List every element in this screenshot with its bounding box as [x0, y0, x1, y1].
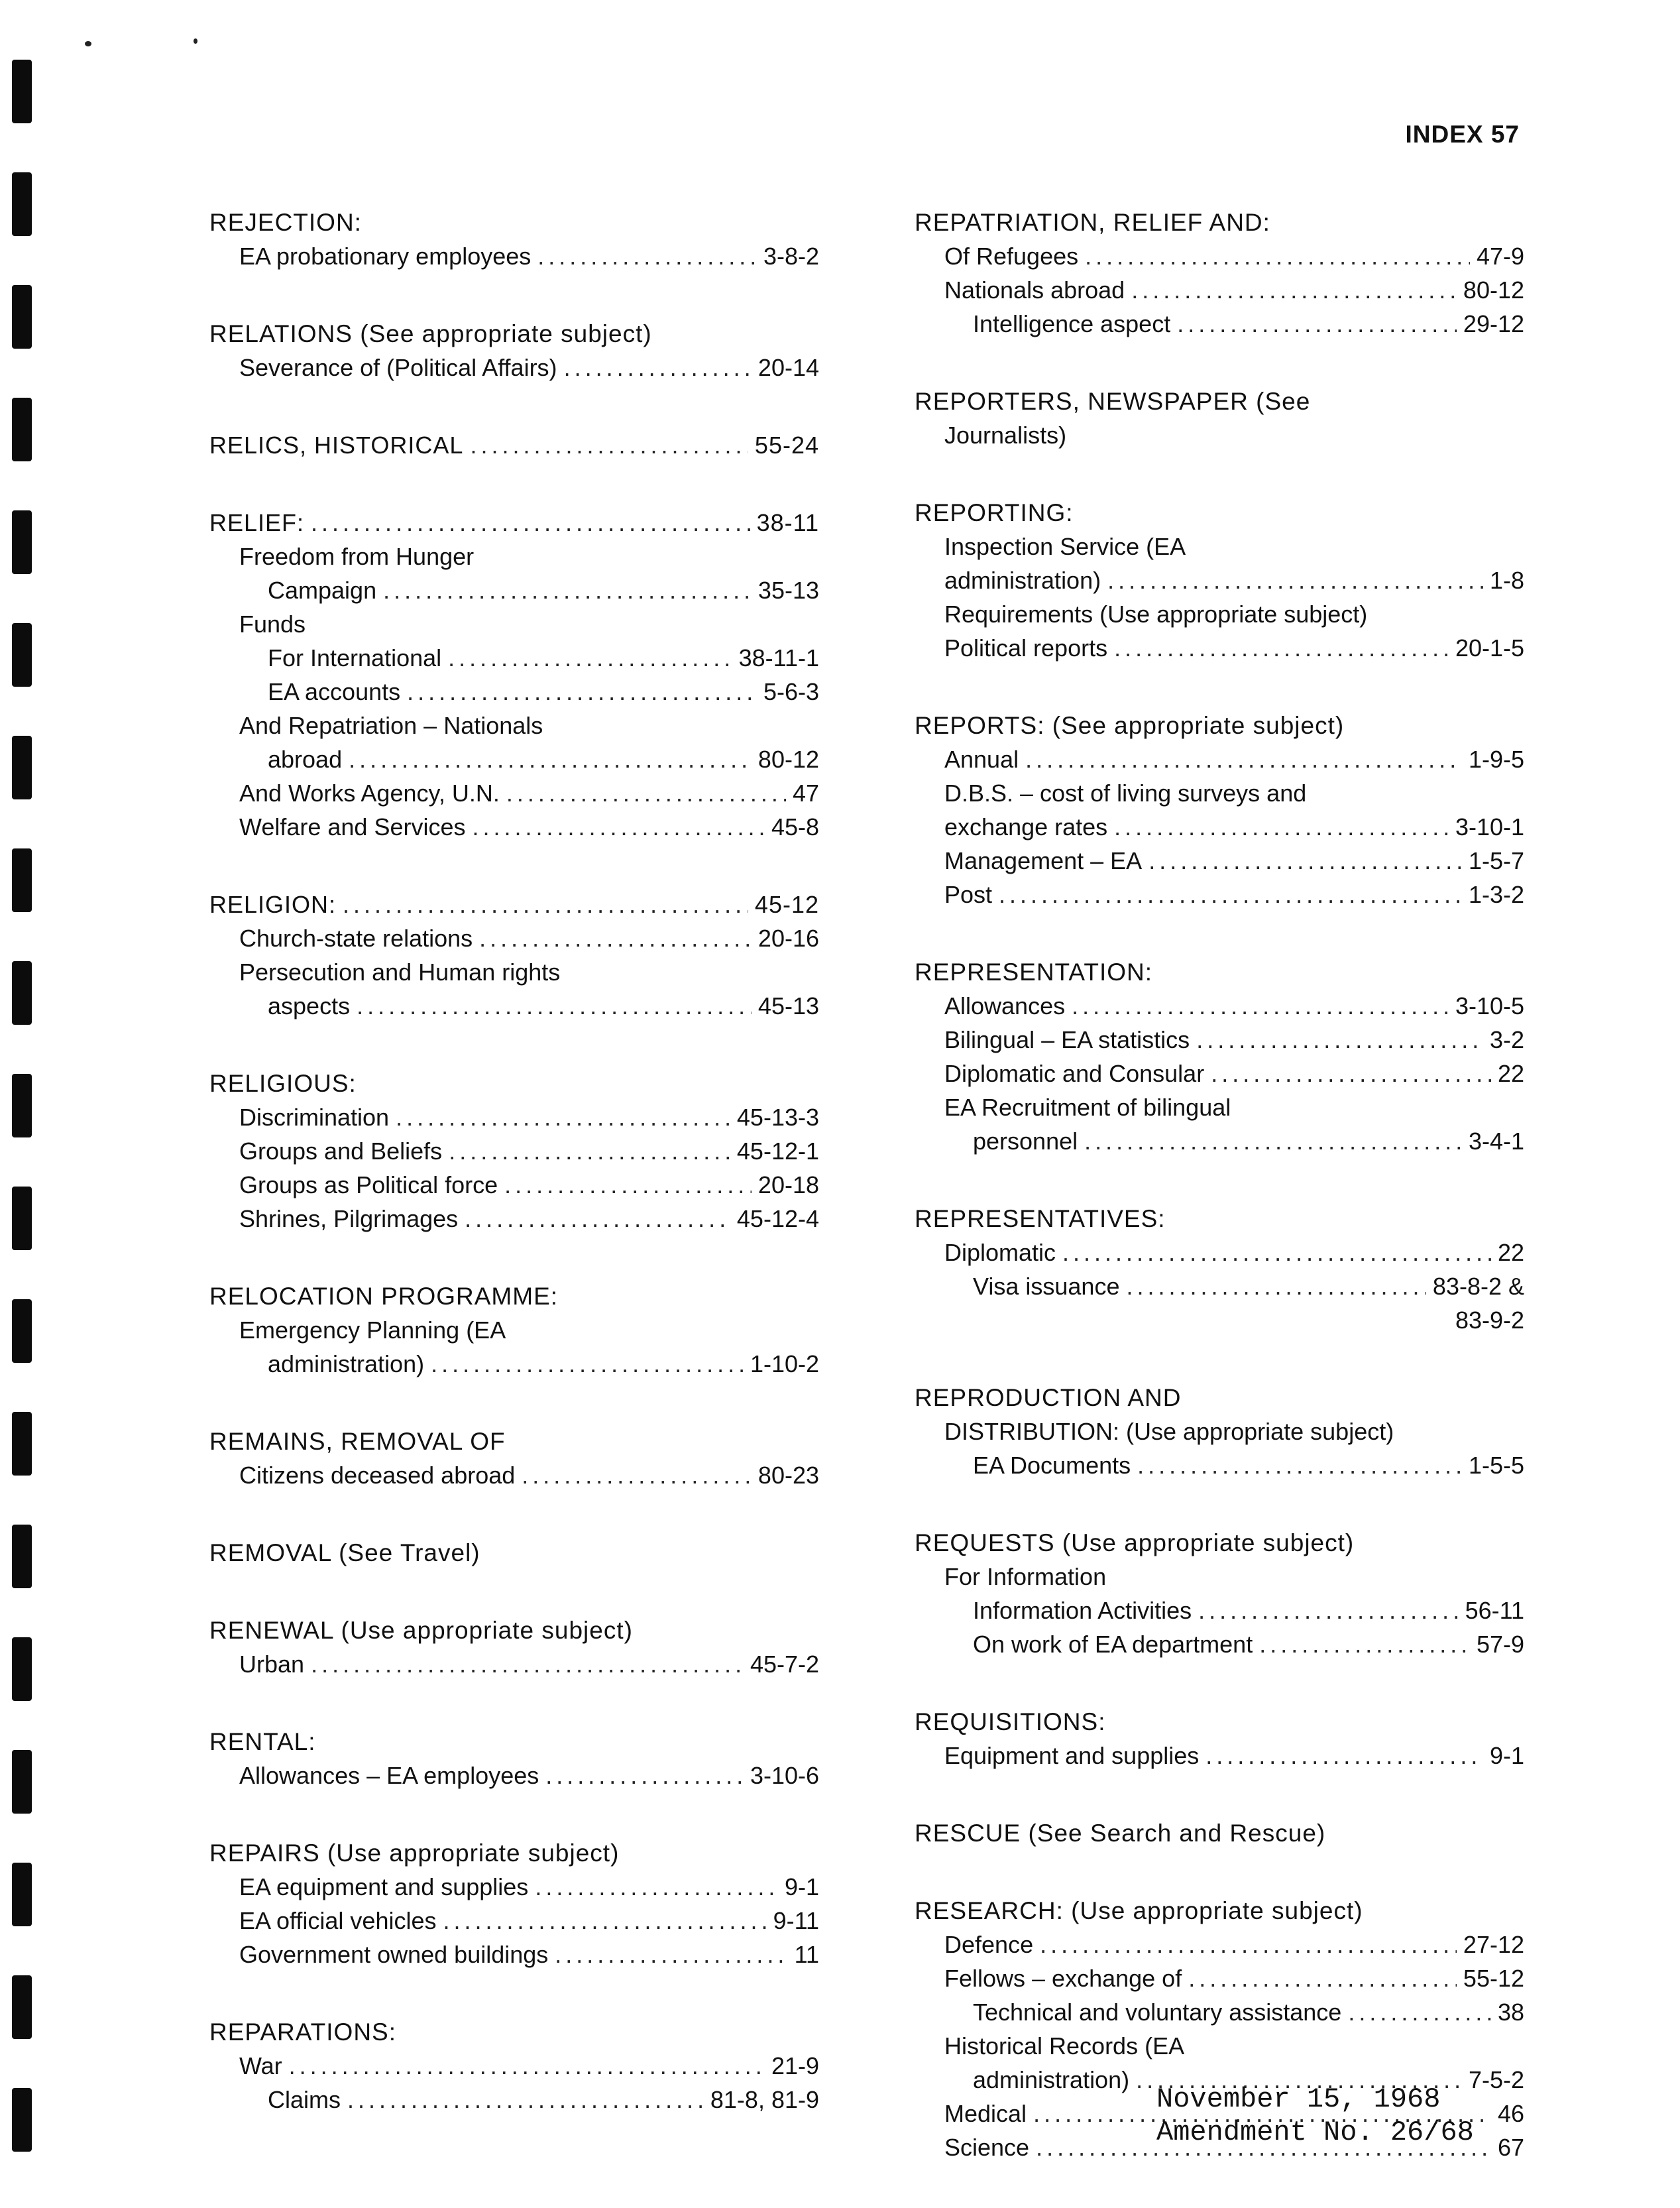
index-entry: [209, 921, 819, 955]
binder-punch-marks: [12, 60, 52, 2148]
index-heading: REPORTING:: [915, 499, 1074, 526]
index-entry: [915, 307, 1524, 341]
dot-leader: [1072, 989, 1449, 1023]
dot-leader: [311, 1647, 744, 1681]
index-entry: [209, 2049, 819, 2083]
index-section: [209, 317, 819, 384]
page-reference: 45-7-2: [750, 1651, 819, 1678]
index-subheading: Freedom from Hunger: [239, 543, 475, 570]
entry-text: Medical: [944, 2100, 1027, 2127]
dot-leader: [1205, 1739, 1483, 1772]
dot-leader: [999, 878, 1462, 911]
dot-leader: [1085, 239, 1470, 273]
index-heading: RELIGIOUS:: [209, 1070, 357, 1097]
punch-mark: [12, 398, 32, 461]
amendment-footer: [1156, 2083, 1474, 2149]
index-entry: [915, 1594, 1524, 1627]
index-entry: [209, 1347, 819, 1381]
index-entry: [915, 1124, 1524, 1158]
punch-mark: [12, 2088, 32, 2152]
page-reference: 9-1: [1489, 1742, 1524, 1769]
entry-text: Church-state relations: [239, 925, 473, 952]
dot-leader: [564, 351, 752, 384]
dot-leader: [1040, 1928, 1457, 1961]
index-entry: [915, 1057, 1524, 1090]
entry-text: Political reports: [944, 634, 1108, 662]
entry-text: On work of EA department: [973, 1631, 1253, 1658]
dot-leader: [537, 239, 757, 273]
punch-mark: [12, 1975, 32, 2039]
index-section: [915, 1816, 1524, 1850]
index-entry: [209, 1938, 819, 1971]
index-section: [209, 1424, 819, 1492]
entry-text: aspects: [268, 992, 351, 1019]
page-reference: 3-4-1: [1468, 1128, 1524, 1155]
dot-leader: [1188, 1961, 1457, 1995]
entry-text: Citizens deceased abroad: [239, 1462, 516, 1489]
index-heading-row: [209, 506, 819, 540]
punch-mark: [12, 1525, 32, 1588]
dot-leader: [1148, 844, 1462, 878]
page-reference: 38-11-1: [738, 644, 819, 671]
entry-text: Bilingual – EA statistics: [944, 1026, 1190, 1053]
punch-mark: [12, 510, 32, 574]
page-reference: 7-5-2: [1468, 2066, 1524, 2093]
page-reference: 45-12-4: [736, 1205, 819, 1232]
punch-mark: [12, 1412, 32, 1476]
index-section: [209, 205, 819, 273]
punch-mark: [12, 285, 32, 349]
index-entry: [915, 1961, 1524, 1995]
index-heading: REPRODUCTION AND: [915, 1384, 1182, 1411]
dot-leader: [383, 573, 752, 607]
index-subheading: EA Recruitment of bilingual: [944, 1094, 1231, 1121]
dot-leader: [1137, 1448, 1462, 1482]
index-section: [209, 888, 819, 1023]
index-heading: REJECTION:: [209, 209, 362, 236]
punch-mark: [12, 623, 32, 687]
page-reference: 47-9: [1476, 243, 1524, 270]
index-entry: [915, 878, 1524, 911]
index-entry: [915, 989, 1524, 1023]
index-entry: [209, 1100, 819, 1134]
punch-mark: [12, 1750, 32, 1814]
punch-mark: [12, 1074, 32, 1137]
dot-leader: [470, 428, 748, 462]
index-subheading: And Repatriation – Nationals: [239, 712, 543, 739]
punch-mark: [12, 1637, 32, 1701]
entry-text: administration): [268, 1350, 425, 1377]
page-reference: 67: [1497, 2134, 1524, 2161]
index-entry: [915, 1995, 1524, 2029]
entry-text: Technical and voluntary assistance: [973, 1999, 1342, 2026]
index-entry: [915, 742, 1524, 776]
dot-leader: [347, 2083, 704, 2117]
index-subheading: DISTRIBUTION: (Use appropriate subject): [944, 1418, 1394, 1445]
entry-text: For International: [268, 644, 442, 671]
page-reference: 38-11: [756, 509, 819, 536]
entry-text: EA accounts: [268, 678, 401, 705]
page-reference: 1-10-2: [750, 1350, 819, 1377]
entry-text: Information Activities: [973, 1597, 1192, 1624]
page-reference: 38: [1497, 1999, 1524, 2026]
punch-mark: [12, 736, 32, 799]
dot-leader: [349, 742, 752, 776]
dot-leader: [545, 1759, 744, 1792]
page-reference: 45-13-3: [736, 1104, 819, 1131]
index-section: [915, 1526, 1524, 1661]
entry-text: Management – EA: [944, 847, 1143, 874]
entry-text: Urban: [239, 1651, 305, 1678]
dot-leader: [343, 888, 748, 921]
dot-leader: [1107, 563, 1483, 597]
entry-text: Visa issuance: [973, 1273, 1120, 1300]
entry-text: administration): [973, 2066, 1130, 2093]
index-entry: [209, 2083, 819, 2117]
page-reference: 27-12: [1463, 1931, 1524, 1958]
entry-text: Annual: [944, 746, 1019, 773]
page-reference: 56-11: [1465, 1597, 1524, 1624]
page-reference: 83-8-2 &: [1432, 1273, 1524, 1300]
index-section: [209, 506, 819, 844]
entry-text: personnel: [973, 1128, 1078, 1155]
index-section: [209, 1613, 819, 1681]
dot-leader: [1259, 1627, 1470, 1661]
entry-text: War: [239, 2052, 282, 2079]
dot-leader: [311, 506, 750, 540]
index-heading: REPARATIONS:: [209, 2018, 397, 2046]
entry-text: Diplomatic and Consular: [944, 1060, 1205, 1087]
entry-text: Claims: [268, 2086, 341, 2113]
entry-text: Allowances: [944, 992, 1066, 1019]
index-heading: RELIGION:: [209, 891, 337, 918]
entry-text: Of Refugees: [944, 243, 1079, 270]
dot-leader: [479, 921, 752, 955]
left-index-column: [209, 205, 819, 2160]
index-entry: [915, 1627, 1524, 1661]
index-entry: [915, 844, 1524, 878]
index-entry: [209, 641, 819, 675]
footer-date: November 15, 1968: [1156, 2083, 1441, 2115]
index-section: [915, 1705, 1524, 1772]
page-reference: 20-18: [757, 1171, 819, 1198]
index-heading: RELATIONS (See appropriate subject): [209, 320, 652, 347]
entry-text: Post: [944, 881, 993, 908]
entry-text: Groups and Beliefs: [239, 1137, 443, 1165]
entry-text: Severance of (Political Affairs): [239, 354, 557, 381]
right-index-column: [915, 205, 1524, 2208]
dot-leader: [1198, 1594, 1458, 1627]
index-subheading: Funds: [239, 610, 306, 638]
entry-text: Nationals abroad: [944, 276, 1125, 304]
dot-leader: [1131, 273, 1457, 307]
page-reference: 1-8: [1489, 567, 1524, 594]
index-heading-row: [209, 888, 819, 921]
index-subheading: Inspection Service (EA: [944, 533, 1186, 560]
page-reference: 45-12-1: [736, 1137, 819, 1165]
index-entry: [209, 1202, 819, 1236]
entry-text: Welfare and Services: [239, 813, 466, 841]
dot-leader: [1062, 1236, 1491, 1269]
entry-text: EA official vehicles: [239, 1907, 437, 1934]
index-heading: REPORTERS, NEWSPAPER (See: [915, 388, 1311, 415]
index-entry: [915, 1023, 1524, 1057]
index-section: [209, 1536, 819, 1570]
index-entry: [209, 675, 819, 709]
index-entry: [209, 573, 819, 607]
page-reference: 3-8-2: [763, 243, 819, 270]
dot-leader: [396, 1100, 730, 1134]
index-entry: [915, 1448, 1524, 1482]
index-section: [209, 1067, 819, 1236]
dot-leader: [535, 1870, 778, 1904]
index-section: [209, 1725, 819, 1792]
entry-text: Equipment and supplies: [944, 1742, 1200, 1769]
dot-leader: [473, 810, 765, 844]
punch-mark: [12, 60, 32, 123]
index-entry: [209, 810, 819, 844]
dot-leader: [1196, 1023, 1483, 1057]
page-reference: 3-10-1: [1455, 813, 1524, 841]
index-subheading: D.B.S. – cost of living surveys and: [944, 780, 1307, 807]
page-reference: 1-5-5: [1468, 1452, 1524, 1479]
index-heading: RELIEF:: [209, 509, 305, 536]
page-reference: 20-1-5: [1455, 634, 1524, 662]
index-subheading: Requirements (Use appropriate subject): [944, 601, 1368, 628]
index-entry: [209, 1168, 819, 1202]
entry-text: abroad: [268, 746, 343, 773]
index-entry: [915, 563, 1524, 597]
index-subheading: Journalists): [944, 422, 1067, 449]
index-entry: [209, 776, 819, 810]
page-reference: 3-2: [1489, 1026, 1524, 1053]
dot-leader: [1114, 810, 1449, 844]
entry-text: administration): [944, 567, 1101, 594]
entry-text: Shrines, Pilgrimages: [239, 1205, 459, 1232]
dot-leader: [443, 1904, 767, 1938]
index-section: [209, 1279, 819, 1381]
index-section: [209, 2015, 819, 2117]
entry-text: Diplomatic: [944, 1239, 1056, 1266]
index-section: [915, 1381, 1524, 1482]
index-entry: [209, 1759, 819, 1792]
index-heading: REQUESTS (Use appropriate subject): [915, 1529, 1355, 1556]
page-header: INDEX 57: [1405, 121, 1520, 148]
entry-text: Defence: [944, 1931, 1034, 1958]
page-reference: 1-3-2: [1468, 881, 1524, 908]
index-heading: REQUISITIONS:: [915, 1708, 1106, 1735]
page-reference: 21-9: [771, 2052, 819, 2079]
page-reference: 45-8: [771, 813, 819, 841]
page-reference: 80-12: [757, 746, 819, 773]
scan-speck: [194, 38, 197, 44]
index-entry: [915, 239, 1524, 273]
entry-text: EA probationary employees: [239, 243, 532, 270]
index-heading: RELICS, HISTORICAL: [209, 432, 464, 459]
page-reference: 20-16: [757, 925, 819, 952]
index-entry: [915, 1269, 1524, 1303]
entry-text: Intelligence aspect: [973, 310, 1171, 337]
index-section: [915, 496, 1524, 665]
dot-leader: [448, 641, 732, 675]
dot-leader: [1348, 1995, 1491, 2029]
entry-text: Discrimination: [239, 1104, 390, 1131]
index-entry: [209, 989, 819, 1023]
page-reference: 55-12: [1463, 1965, 1524, 1992]
entry-text: And Works Agency, U.N.: [239, 780, 500, 807]
dot-leader: [1114, 631, 1449, 665]
index-entry: [209, 1458, 819, 1492]
entry-text: Fellows – exchange of: [944, 1965, 1182, 1992]
index-entry: [915, 273, 1524, 307]
index-subheading: For Information: [944, 1563, 1107, 1590]
index-section: [915, 1202, 1524, 1337]
entry-text: Government owned buildings: [239, 1941, 549, 1968]
page-reference: 20-14: [757, 354, 819, 381]
index-entry: [915, 1739, 1524, 1772]
punch-mark: [12, 961, 32, 1025]
index-heading: REMOVAL (See Travel): [209, 1539, 480, 1566]
index-section: [915, 205, 1524, 341]
page-reference: 45-12: [754, 891, 819, 918]
dot-leader: [504, 1168, 752, 1202]
dot-leader: [407, 675, 757, 709]
dot-leader: [431, 1347, 744, 1381]
page-reference: 55-24: [754, 432, 819, 459]
dot-leader: [465, 1202, 730, 1236]
index-heading: RENEWAL (Use appropriate subject): [209, 1617, 633, 1644]
index-section: [209, 1836, 819, 1971]
index-entry: [209, 351, 819, 384]
footer-amendment: Amendment No. 26/68: [1156, 2117, 1474, 2148]
index-heading: REPORTS: (See appropriate subject): [915, 712, 1345, 739]
page-reference: 47: [792, 780, 819, 807]
page-reference: 80-23: [757, 1462, 819, 1489]
dot-leader: [289, 2049, 765, 2083]
dot-leader: [1025, 742, 1462, 776]
punch-mark: [12, 172, 32, 236]
page-reference: 11: [794, 1941, 819, 1968]
page-reference: 81-8, 81-9: [710, 2086, 819, 2113]
page-reference-continuation: 83-9-2: [1455, 1307, 1524, 1334]
index-entry: [209, 742, 819, 776]
scan-speck: [85, 41, 91, 46]
dot-leader: [522, 1458, 752, 1492]
entry-text: Groups as Political force: [239, 1171, 498, 1198]
index-entry: [209, 1904, 819, 1938]
punch-mark: [12, 1863, 32, 1926]
page-reference: 1-5-7: [1468, 847, 1524, 874]
dot-leader: [1084, 1124, 1462, 1158]
dot-leader: [1177, 307, 1457, 341]
index-heading: RELOCATION PROGRAMME:: [209, 1283, 559, 1310]
dot-leader: [555, 1938, 787, 1971]
index-section: [915, 955, 1524, 1158]
entry-text: EA equipment and supplies: [239, 1873, 529, 1900]
dot-leader: [1211, 1057, 1491, 1090]
dot-leader: [506, 776, 786, 810]
punch-mark: [12, 848, 32, 912]
entry-text: Science: [944, 2134, 1030, 2161]
page-reference: 35-13: [757, 577, 819, 604]
index-heading: REPRESENTATION:: [915, 959, 1153, 986]
page-reference: 22: [1497, 1239, 1524, 1266]
page-reference: 80-12: [1463, 276, 1524, 304]
index-section: [915, 709, 1524, 911]
index-subheading: Emergency Planning (EA: [239, 1316, 506, 1344]
page-reference: 29-12: [1463, 310, 1524, 337]
entry-text: EA Documents: [973, 1452, 1131, 1479]
index-entry: [209, 1870, 819, 1904]
index-section: [915, 384, 1524, 452]
page-reference: 46: [1497, 2100, 1524, 2127]
entry-text: Allowances – EA employees: [239, 1762, 539, 1789]
index-entry: [915, 810, 1524, 844]
index-entry: [209, 239, 819, 273]
index-heading: REMAINS, REMOVAL OF: [209, 1428, 506, 1455]
index-heading: RESEARCH: (Use appropriate subject): [915, 1897, 1363, 1924]
dot-leader: [357, 989, 752, 1023]
index-section: [209, 428, 819, 462]
punch-mark: [12, 1299, 32, 1363]
entry-text: Campaign: [268, 577, 377, 604]
page-reference: 3-10-6: [750, 1762, 819, 1789]
page-reference: 57-9: [1476, 1631, 1524, 1658]
index-entry: [209, 1647, 819, 1681]
punch-mark: [12, 1187, 32, 1250]
dot-leader: [449, 1134, 730, 1168]
index-subheading: Persecution and Human rights: [239, 959, 561, 986]
entry-text: exchange rates: [944, 813, 1108, 841]
index-heading: RESCUE (See Search and Rescue): [915, 1820, 1326, 1847]
page-reference: 45-13: [757, 992, 819, 1019]
index-entry: [915, 1236, 1524, 1269]
page-reference: 3-10-5: [1455, 992, 1524, 1019]
dot-leader: [1126, 1269, 1426, 1303]
index-heading-row: [209, 428, 819, 462]
page-reference: 1-9-5: [1468, 746, 1524, 773]
index-entry: [915, 631, 1524, 665]
index-entry: [915, 1928, 1524, 1961]
index-heading: REPATRIATION, RELIEF AND:: [915, 209, 1270, 236]
index-subheading: Historical Records (EA: [944, 2032, 1185, 2060]
page-reference: 9-11: [773, 1907, 819, 1934]
page-reference: 5-6-3: [763, 678, 819, 705]
index-entry: [209, 1134, 819, 1168]
page-reference: 22: [1497, 1060, 1524, 1087]
index-heading: RENTAL:: [209, 1728, 316, 1755]
index-heading: REPAIRS (Use appropriate subject): [209, 1839, 620, 1867]
index-heading: REPRESENTATIVES:: [915, 1205, 1166, 1232]
page-reference: 9-1: [784, 1873, 819, 1900]
